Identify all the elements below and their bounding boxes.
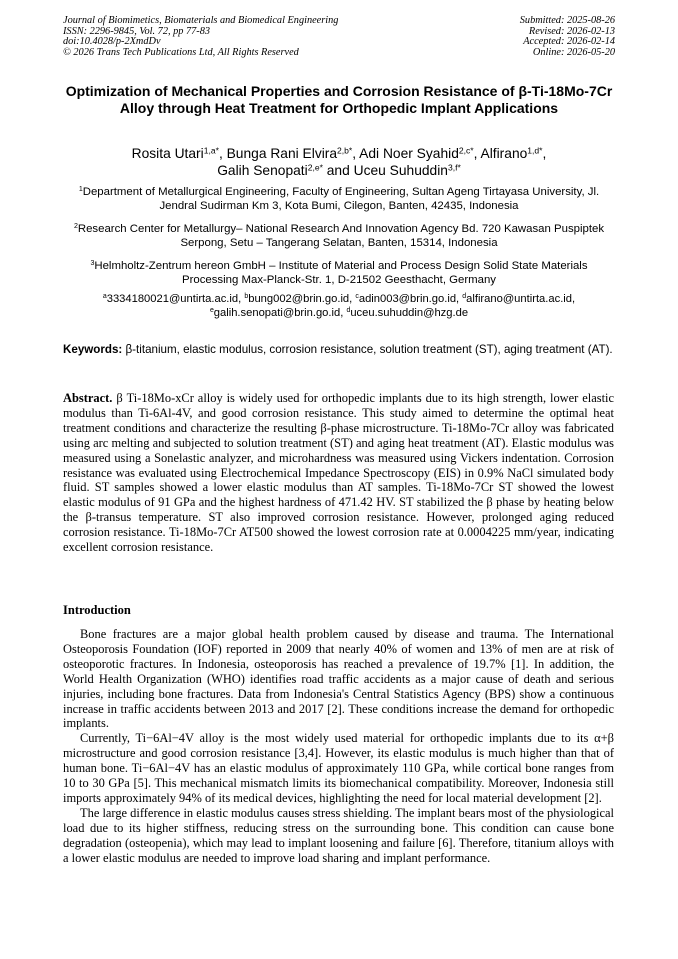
author-name: Adi Noer Syahid xyxy=(359,146,459,161)
author-affiliation-mark: 2,c* xyxy=(458,145,474,156)
author-affiliation-mark: 1,d* xyxy=(527,145,543,156)
keywords xyxy=(63,343,614,357)
affiliation-1 xyxy=(70,185,608,213)
author-affiliation-mark: 2,e* xyxy=(307,162,323,173)
author-separator: , xyxy=(473,146,481,161)
email-separator: , xyxy=(238,293,245,305)
email-separator: , xyxy=(349,293,356,305)
author-emails xyxy=(62,293,616,320)
abstract xyxy=(63,391,614,555)
author-affiliation-mark: 1,a* xyxy=(203,145,219,156)
journal-name: Journal of Biomimetics, Biomaterials and Biomedical Engineering xyxy=(63,15,339,26)
author-list xyxy=(60,145,618,179)
email-mark: e xyxy=(209,306,214,314)
abstract-text: β Ti-18Mo-xCr alloy is widely used for orthopedic implants due to its high strength, lower elastic modulus than Ti-6Al-4V, and good corrosion resistance. This study aimed to determine the optimal heat treatment conditions and characterize the resulting β-phase microstructure. Ti-18Mo-7Cr alloy was fabricated using arc melting and subjected to solution treatment (ST) and aging heat treatment (AT). Elastic modulus was measured using a Sonelastic analyzer, and microhardness was measured using Vickers indentation. Corrosion resistance was evaluated using Electrochemical Impedance Spectroscopy (EIS) in 0.9% NaCl simulated body fluid. ST samples showed a lower elastic modulus than AT samples. Ti-18Mo-7Cr ST showed the lowest elastic modulus of 91 GPa and the highest hardness of 471.42 HV. ST stabilized the β phase by heating below the β-transus temperature. ST also improved corrosion resistance. However, prolonged aging reduced corrosion resistance. Ti-18Mo-7Cr AT500 showed the lowest corrosion rate at 0.0004225 mm/year, indicating excellent corrosion resistance. xyxy=(63,391,615,555)
paragraph: Currently, Ti−6Al−4V alloy is the most widely used material for orthopedic implants due to its α+β microstructure and good corrosion resistance [3,4]. However, its elastic modulus is much higher than that of human bone. Ti−6Al−4V has an elastic modulus of approximately 110 GPa, while cortical bone ranges from 10 to 30 GPa [5]. This mechanical mismatch limits its biomechanical compatibility. Moreover, Indonesia still imports approximately 94% of its medical devices, highlighting the need for local material development [2]. xyxy=(63,731,614,805)
accepted-date: Accepted: 2026-02-14 xyxy=(523,36,615,48)
email-separator: , xyxy=(340,306,347,319)
journal-header-left xyxy=(63,16,338,58)
email-link[interactable]: uceu.suhuddin@hzg.de xyxy=(350,306,469,319)
email-mark: c xyxy=(355,293,359,301)
affiliation-text: Department of Metallurgical Engineering, Faculty of Engineering, Sultan Ageng Tirtayasa University, Jl. Jendral Sudirman Km 3, Kota Bumi, Cilegon, Banten, 42435, Indonesia xyxy=(82,186,600,213)
paragraph: Bone fractures are a major global health problem caused by disease and trauma. The International Osteoporosis Foundation (IOF) reported in 2009 that nearly 40% of women and 13% of men are at risk of osteoporotic fractures. In Indonesia, osteoporosis has reached a prevalence of 19.7% [1]. In addition, the World Health Organization (WHO) identifies road traffic accidents as a major cause of death and serious injuries, including bone fractures. Data from Indonesia's Central Statistics Agency (BPS) show a continuous increase in traffic accidents between 2013 and 2017 [2]. These conditions increase the demand for orthopedic implants. xyxy=(63,627,614,731)
email-mark: d xyxy=(462,293,467,301)
email-link[interactable]: 3334180021@untirta.ac.id xyxy=(106,293,239,305)
author-affiliation-mark: 3,f* xyxy=(447,162,461,173)
affiliation-number: 3 xyxy=(90,260,95,268)
author-separator: and xyxy=(322,163,354,178)
email-mark: a xyxy=(102,293,107,301)
email-link[interactable]: alfirano@untirta.ac.id xyxy=(466,293,573,305)
author-affiliation-mark: 2,b* xyxy=(337,145,353,156)
online-date: Online: 2026-05-20 xyxy=(532,46,615,58)
author-name: Bunga Rani Elvira xyxy=(226,146,338,161)
email-link[interactable]: bung002@brin.go.id xyxy=(248,293,350,305)
author-name: Uceu Suhuddin xyxy=(353,163,448,178)
affiliation-number: 2 xyxy=(73,223,78,231)
issn-volume: ISSN: 2296-9845, Vol. 72, pp 77-83 xyxy=(63,25,211,37)
paper-title: Optimization of Mechanical Properties and Corrosion Resistance of β-Ti-18Mo-7Cr Alloy through Heat Treatment for Orthopedic Implant Applications xyxy=(65,83,613,117)
affiliation-2 xyxy=(70,222,608,250)
revised-date: Revised: 2026-02-13 xyxy=(528,25,615,37)
copyright: © 2026 Trans Tech Publications Ltd, All Rights Reserved xyxy=(63,46,299,58)
affiliation-text: Research Center for Metallurgy– National Research And Innovation Agency Bd. 720 Kawasan Puspiptek Serpong, Setu – Tangerang Selatan, Banten, 15314, Indonesia xyxy=(77,223,605,250)
affiliation-text: Helmholtz-Zentrum hereon GmbH – Institute of Material and Process Design Solid State Materials Processing Max-Planck-Str. 1, D-21502 Geesthacht, Germany xyxy=(94,260,588,287)
author-name: Galih Senopati xyxy=(217,163,308,178)
email-link[interactable]: adin003@brin.go.id xyxy=(358,293,457,305)
affiliation-3 xyxy=(70,259,608,287)
author-separator: , xyxy=(218,146,227,161)
introduction-body xyxy=(63,627,614,866)
email-separator: , xyxy=(456,293,463,305)
abstract-label: Abstract. xyxy=(63,391,113,405)
paragraph: The large difference in elastic modulus causes stress shielding. The implant bears most of the physiological load due to its higher stiffness, reducing stress on the surrounding bone. This condition can cause bone degradation (osteopenia), which may lead to implant loosening and failure [6]. Therefore, titanium alloys with a lower elastic modulus are needed to improve load sharing and implant performance. xyxy=(63,805,614,865)
journal-header-right xyxy=(520,16,615,58)
affiliation-number: 1 xyxy=(78,186,83,194)
email-link[interactable]: galih.senopati@brin.go.id xyxy=(213,306,341,319)
author-separator: , xyxy=(352,146,360,161)
doi[interactable]: doi:10.4028/p-2XmdDv xyxy=(63,36,161,48)
section-heading-introduction: Introduction xyxy=(63,603,131,617)
keywords-text: β-titanium, elastic modulus, corrosion resistance, solution treatment (ST), aging treatment (AT). xyxy=(125,343,613,356)
email-mark: b xyxy=(244,293,249,301)
keywords-label: Keywords: xyxy=(63,343,123,356)
author-name: Alfirano xyxy=(480,146,528,161)
author-separator: , xyxy=(542,146,547,161)
author-name: Rosita Utari xyxy=(131,146,204,161)
email-separator: , xyxy=(572,293,576,305)
email-mark: d xyxy=(346,306,351,314)
submitted-date: Submitted: 2025-08-26 xyxy=(519,15,615,26)
